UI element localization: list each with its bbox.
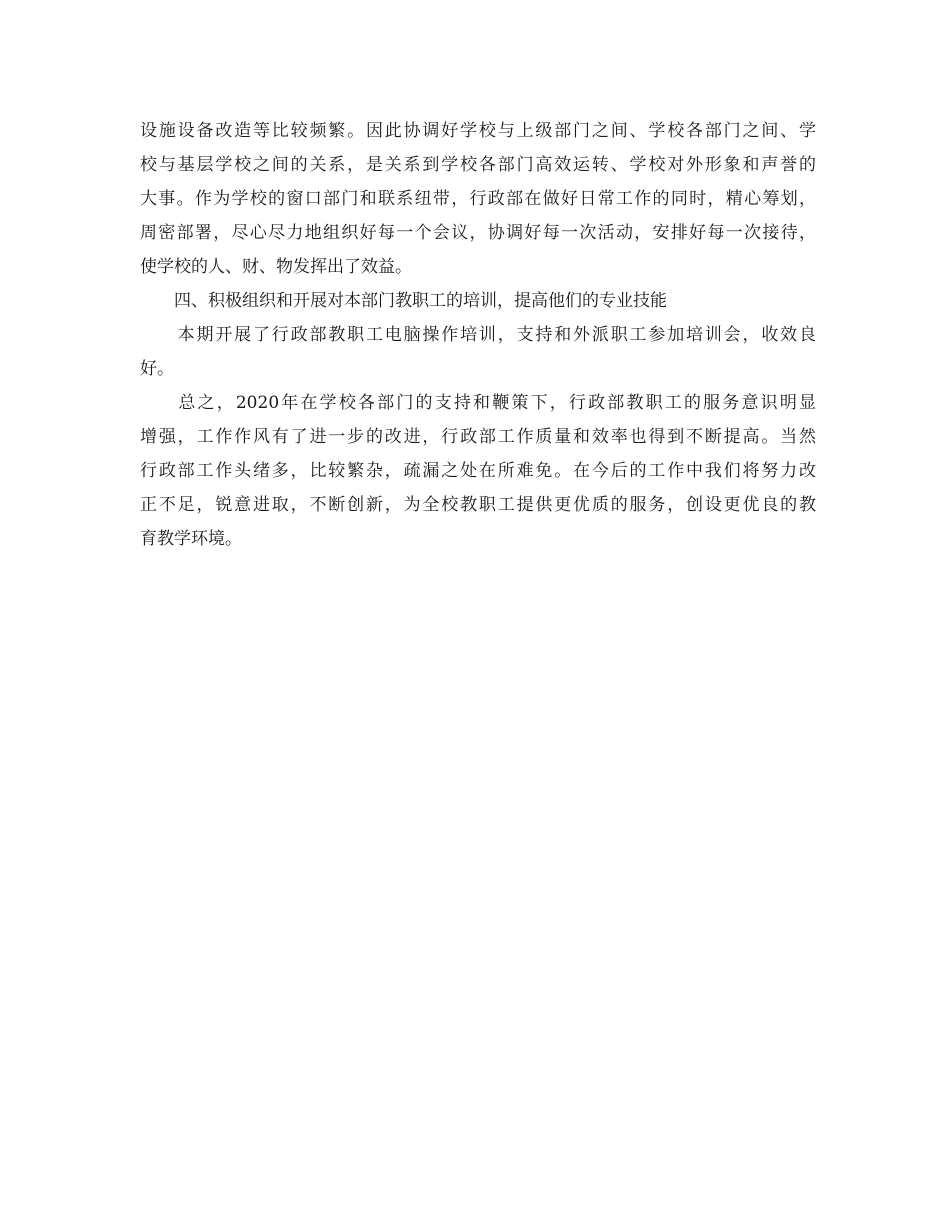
text-line: 设施设备改造等比较频繁。因此协调好学校与上级部门之间、学校各部门之间、学	[140, 121, 816, 141]
text-line: 育教学环境。	[140, 529, 242, 549]
document-body	[140, 114, 816, 556]
text-line: 总之，2020年在学校各部门的支持和鞭策下，行政部教职工的服务意识明显	[140, 393, 816, 413]
text-line: 使学校的人、财、物发挥出了效益。	[140, 257, 412, 277]
text-line: 校与基层学校之间的关系，是关系到学校各部门高效运转、学校对外形象和声誉的	[140, 155, 816, 175]
text-line: 本期开展了行政部教职工电脑操作培训，支持和外派职工参加培训会，收效良	[140, 325, 816, 345]
text-line: 增强，工作作风有了进一步的改进，行政部工作质量和效率也得到不断提高。当然	[140, 427, 816, 447]
section-heading: 四、积极组织和开展对本部门教职工的培训，提高他们的专业技能	[140, 291, 667, 311]
text-line: 好。	[140, 359, 174, 379]
text-line: 周密部署，尽心尽力地组织好每一个会议，协调好每一次活动，安排好每一次接待，	[140, 223, 816, 243]
text-line: 正不足，锐意进取，不断创新，为全校教职工提供更优质的服务，创设更优良的教	[140, 495, 816, 515]
text-line: 行政部工作头绪多，比较繁杂，疏漏之处在所难免。在今后的工作中我们将努力改	[140, 461, 816, 481]
text-line: 大事。作为学校的窗口部门和联系纽带，行政部在做好日常工作的同时，精心筹划，	[140, 189, 816, 209]
